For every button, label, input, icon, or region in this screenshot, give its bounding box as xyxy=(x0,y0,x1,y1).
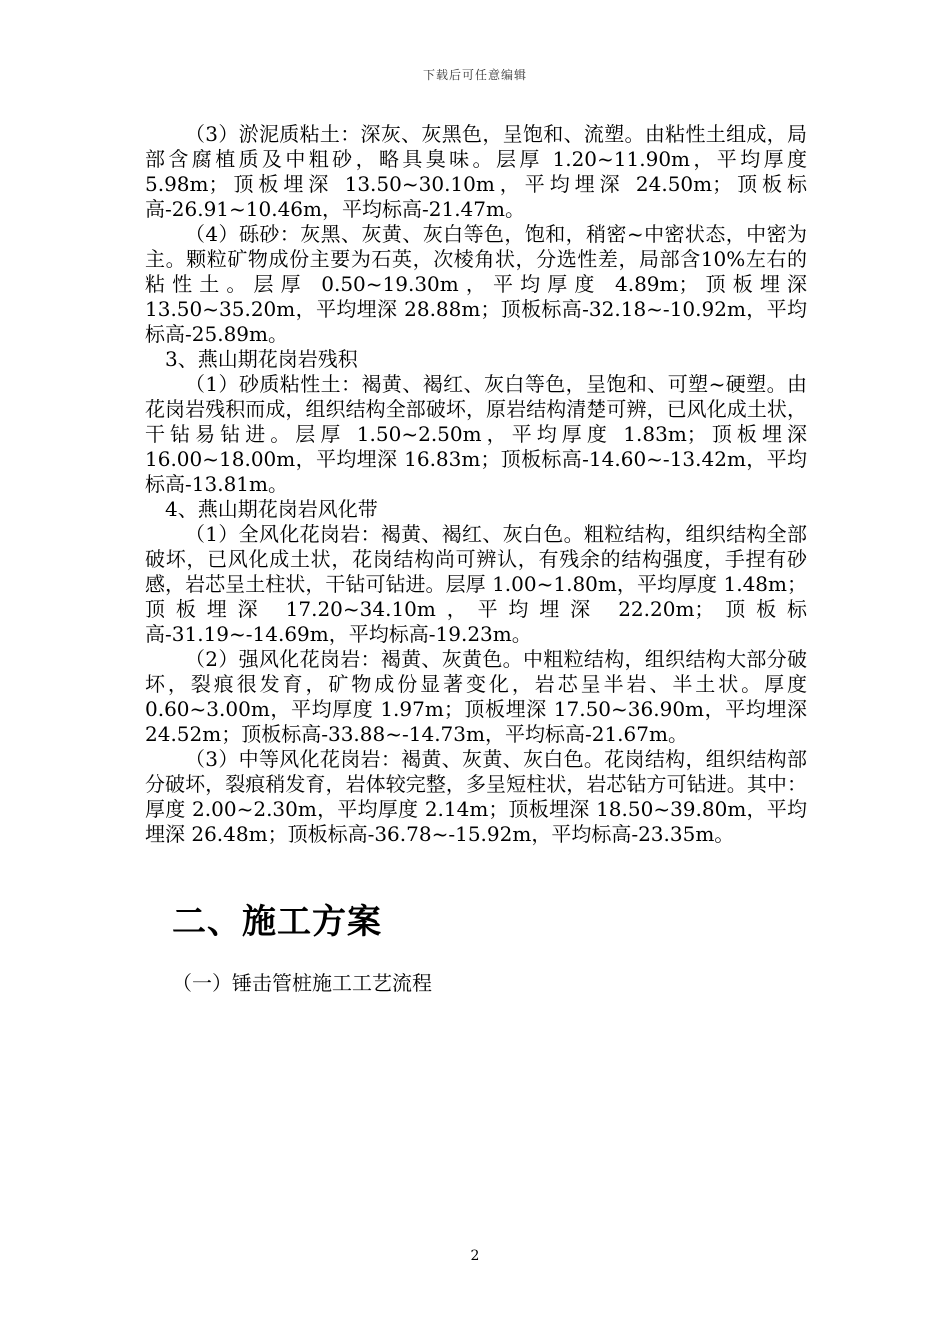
heading-granite-residual: 3、燕山期花岗岩残积 xyxy=(165,347,358,371)
subsection-title: （一）锤击管桩施工工艺流程 xyxy=(172,971,432,995)
heading-granite-weathering: 4、燕山期花岗岩风化带 xyxy=(165,497,378,521)
paragraph-muddy-clay: （3）淤泥质粘土：深灰、灰黑色，呈饱和、流塑。由粘性土组成，局部含腐植质及中粗砂，略具臭味。层厚 1.20~11.90m，平均厚度 5.98m；顶板埋深 13.50~30.10m，平均埋深 24.50m；顶板标高-26.91~10.46m，平均标高-21.47m。 xyxy=(145,122,807,221)
paragraph-fully-weathered-granite: （1）全风化花岗岩：褐黄、褐红、灰白色。粗粒结构，组织结构全部破坏，已风化成土状，花岗结构尚可辨认，有残余的结构强度，手捏有砂感，岩芯呈土柱状，干钻可钻进。层厚 1.00~1.80m，平均厚度 1.48m；顶板埋深 17.20~34.10m，平均埋深 22.20m；顶板标高-31.19~-14.69m，平均标高-19.23m。 xyxy=(145,522,807,646)
section-title: 二、施工方案 xyxy=(172,902,382,942)
page-header: 下载后可任意编辑 xyxy=(422,68,527,82)
document-body xyxy=(145,122,807,847)
paragraph-moderately-weathered-granite: （3）中等风化花岗岩：褐黄、灰黄、灰白色。花岗结构，组织结构部分破坏，裂痕稍发育，岩体较完整，多呈短柱状，岩芯钻方可钻进。其中：厚度 2.00~2.30m，平均厚度 2.14m；顶板埋深 18.50~39.80m，平均埋深 26.48m；顶板标高-36.78~-15.92m，平均标高-23.35m。 xyxy=(145,747,807,846)
paragraph-sandy-clay: （1）砂质粘性土：褐黄、褐红、灰白等色，呈饱和、可塑~硬塑。由花岗岩残积而成，组织结构全部破坏，原岩结构清楚可辨，已风化成土状，干钻易钻进。层厚 1.50~2.50m，平均厚度 1.83m；顶板埋深 16.00~18.00m，平均埋深 16.83m；顶板标高-14.60~-13.42m，平均标高-13.81m。 xyxy=(145,372,807,496)
paragraph-strongly-weathered-granite: （2）强风化花岗岩：褐黄、灰黄色。中粗粒结构，组织结构大部分破坏，裂痕很发育，矿物成份显著变化，岩芯呈半岩、半土状。厚度 0.60~3.00m，平均厚度 1.97m；顶板埋深 17.50~36.90m，平均埋深 24.52m；顶板标高-33.88~-14.73m，平均标高-21.67m。 xyxy=(145,647,807,746)
paragraph-gravel-sand: （4）砾砂：灰黑、灰黄、灰白等色，饱和，稍密~中密状态，中密为主。颗粒矿物成份主要为石英，次棱角状，分选性差，局部含10%左右的粘性土。层厚 0.50~19.30m，平均厚度 4.89m；顶板埋深 13.50~35.20m，平均埋深 28.88m；顶板标高-32.18~-10.92m，平均标高-25.89m。 xyxy=(145,222,807,346)
page-number: 2 xyxy=(470,1248,480,1264)
